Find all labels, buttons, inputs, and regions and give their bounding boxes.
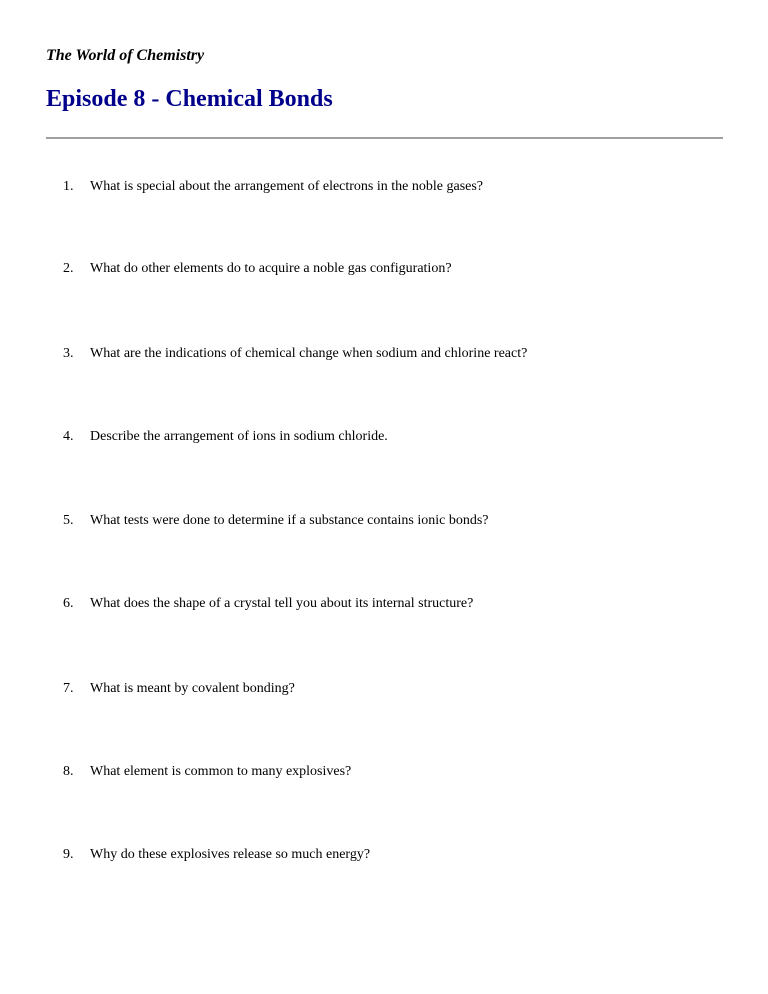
question-5: [63, 512, 489, 530]
question-7: [63, 680, 295, 698]
question-text: What element is common to many explosives?: [90, 764, 352, 779]
question-6: [63, 595, 473, 613]
question-4: [63, 428, 388, 446]
question-text: What tests were done to determine if a substance contains ionic bonds?: [90, 513, 489, 528]
question-number: 6.: [63, 596, 74, 611]
question-number: 2.: [63, 261, 74, 276]
horizontal-rule: [46, 137, 723, 139]
question-8: [63, 763, 351, 781]
question-number: 9.: [63, 847, 74, 862]
question-number: 4.: [63, 429, 74, 444]
question-number: 1.: [63, 179, 74, 194]
question-3: [63, 345, 527, 363]
question-number: 5.: [63, 513, 74, 528]
question-text: What is special about the arrangement of electrons in the noble gases?: [90, 179, 484, 194]
question-text: Why do these explosives release so much energy?: [90, 847, 371, 862]
series-title: The World of Chemistry: [46, 47, 205, 64]
question-text: What do other elements do to acquire a noble gas configuration?: [90, 261, 452, 276]
question-number: 8.: [63, 764, 74, 779]
question-1: [63, 178, 483, 196]
episode-title: Episode 8 - Chemical Bonds: [46, 86, 333, 112]
question-number: 3.: [63, 346, 74, 361]
question-text: What are the indications of chemical change when sodium and chlorine react?: [90, 346, 528, 361]
question-9: [63, 846, 370, 864]
question-text: What does the shape of a crystal tell you about its internal structure?: [90, 596, 474, 611]
question-text: What is meant by covalent bonding?: [90, 681, 295, 696]
question-number: 7.: [63, 681, 74, 696]
question-text: Describe the arrangement of ions in sodium chloride.: [90, 429, 388, 444]
question-2: [63, 260, 452, 278]
